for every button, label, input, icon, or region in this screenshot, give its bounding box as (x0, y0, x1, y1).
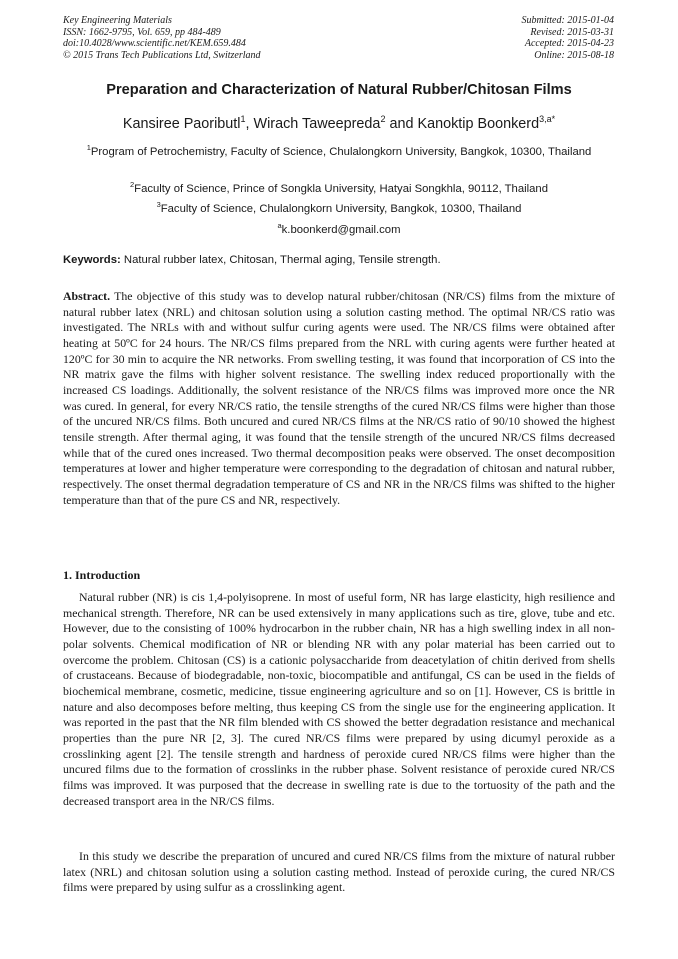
author-name: Kanoktip Boonkerd (417, 115, 540, 132)
keywords-text: Natural rubber latex, Chitosan, Thermal aging, Tensile strength. (120, 254, 441, 266)
author-name: Wirach Taweepreda (253, 115, 381, 132)
author-superscript: 1 (240, 114, 246, 124)
keywords-label: Keywords: (63, 254, 121, 266)
email-text: k.boonkerd@gmail.com (281, 223, 401, 236)
affiliation-1 (74, 140, 604, 160)
author-superscript: 3,a* (539, 114, 556, 124)
section-heading: 1. Introduction (63, 568, 141, 582)
accepted-date: Accepted: 2015-04-23 (524, 38, 614, 49)
dates-header (522, 15, 615, 61)
affiliation-text: Faculty of Science, Prince of Songkla University, Hatyai Songkhla, 90112, Thailand (134, 182, 548, 195)
corresponding-email (74, 218, 604, 238)
affiliation-marker: 3 (156, 200, 161, 209)
journal-header (63, 15, 261, 61)
affiliation-3 (74, 197, 604, 217)
intro-paragraph: In this study we describe the preparation of uncured and cured NR/CS films from the mixture of natural rubber latex (NRL) and chitosan solution using a solution casting method. Instead of peroxide curing, the cured NR/CS films were prepared by using sulfur as a crosslinking agent. (63, 849, 615, 895)
author-separator: , (245, 115, 254, 132)
affiliation-marker: 1 (86, 143, 91, 152)
author-line (40, 114, 638, 132)
online-date: Online: 2015-08-18 (534, 49, 614, 61)
abstract-text: The objective of this study was to develop natural rubber/chitosan (NR/CS) films from the mixture of natural rubber latex (NRL) and chitosan solution using a solution casting method. The optimal NR/CS ratio was investigated. The NRLs with and without sulfur curing agents were used. The NR/CS films were obtained after heating at 50ºC for 24 hours. The NR/CS films prepared from the NRL with curing agents were further heated at 120ºC for 30 min to acquire the NR networks. From swelling testing, it was found that incorporation of CS into the NR matrix gave the films with higher solvent resistance. The swelling index reduced proportionally with the increased CS loadings. Additionally, the solvent resistance of the NR/CS films was improved more once the NR was cured. In general, for every NR/CS ratio, the tensile strengths of the cured NR/CS films were higher than those of the uncured NR/CS films. Both uncured and cured NR/CS films at the NR/CS ratio of 90/10 showed the highest tensile strength. After thermal aging, it was found that the tensile strength of the uncured NR/CS films decreased while that of the cured ones increased. Two thermal decomposition peaks were observed. The onset decomposition temperatures at lower and higher temperature were corresponding to the degradation of chitosan and natural rubber, respectively. The onset thermal degradation temperature of CS and NR in the NR/CS films was shifted to the higher temperature than that of the pure CS and NR, respectively. (63, 289, 615, 507)
copyright-line: © 2015 Trans Tech Publications Ltd, Switzerland (63, 49, 261, 61)
paper-title: Preparation and Characterization of Natural Rubber/Chitosan Films (106, 82, 572, 98)
journal-name: Key Engineering Materials (63, 15, 172, 26)
author-name: Kansiree Paoributl (122, 115, 241, 132)
affiliation-text: Program of Petrochemistry, Faculty of Science, Chulalongkorn University, Bangkok, 10300, Thailand (90, 145, 592, 158)
author-superscript: 2 (380, 114, 386, 124)
revised-date: Revised: 2015-03-31 (530, 26, 614, 38)
doi-line: doi:10.4028/www.scientific.net/KEM.659.484 (63, 38, 246, 49)
email-marker: a (277, 221, 282, 230)
affiliation-marker: 2 (130, 180, 135, 189)
abstract (63, 289, 615, 508)
issn-line: ISSN: 1662-9795, Vol. 659, pp 484-489 (63, 26, 221, 38)
keywords (63, 254, 615, 266)
affiliation-2 (74, 177, 604, 197)
abstract-label: Abstract. (63, 289, 111, 303)
author-separator: and (385, 115, 418, 132)
intro-paragraph: Natural rubber (NR) is cis 1,4-polyisoprene. In most of useful form, NR has large elasticity, high resilience and mechanical strength. Therefore, NR can be used extensively in many applications such as tire, glove, tube and etc. However, due to the consisting of 100% hydrocarbon in the rubber chain, NR has a high swelling index in all non-polar solvents. Chemical modification of NR or blending NR with any polar material has been carried out to overcome the problem. Chitosan (CS) is a cationic polysaccharide from deacetylation of chitin derived from shells of crustaceans. Because of biodegradable, non-toxic, biocompatible and antifungal, CS can be used in the fields of biochemical membrane, cosmetic, medicine, tissue engineering agriculture and so on [1]. However, CS is brittle in nature and also decomposes before melting, thus keeping CS from the single use for the engineering application. It was reported in the past that the NR film blended with CS showed the better degradation resistance and mechanical properties than the pure NR [2, 3]. The cured NR/CS films were prepared by using dicumyl peroxide as a crosslinking agent [2]. The tensile strength and hardness of peroxide cured NR/CS films were higher than the uncured films due to the formation of crosslinks in the rubber phase. Solvent resistance of peroxide cured NR/CS films was improved. It was purposed that the decrease in swelling rate is due to the tortuosity of the path and the decreased transport area in the NR/CS films. (63, 590, 615, 808)
submitted-date: Submitted: 2015-01-04 (521, 15, 614, 26)
affiliation-text: Faculty of Science, Chulalongkorn University, Bangkok, 10300, Thailand (160, 202, 522, 215)
